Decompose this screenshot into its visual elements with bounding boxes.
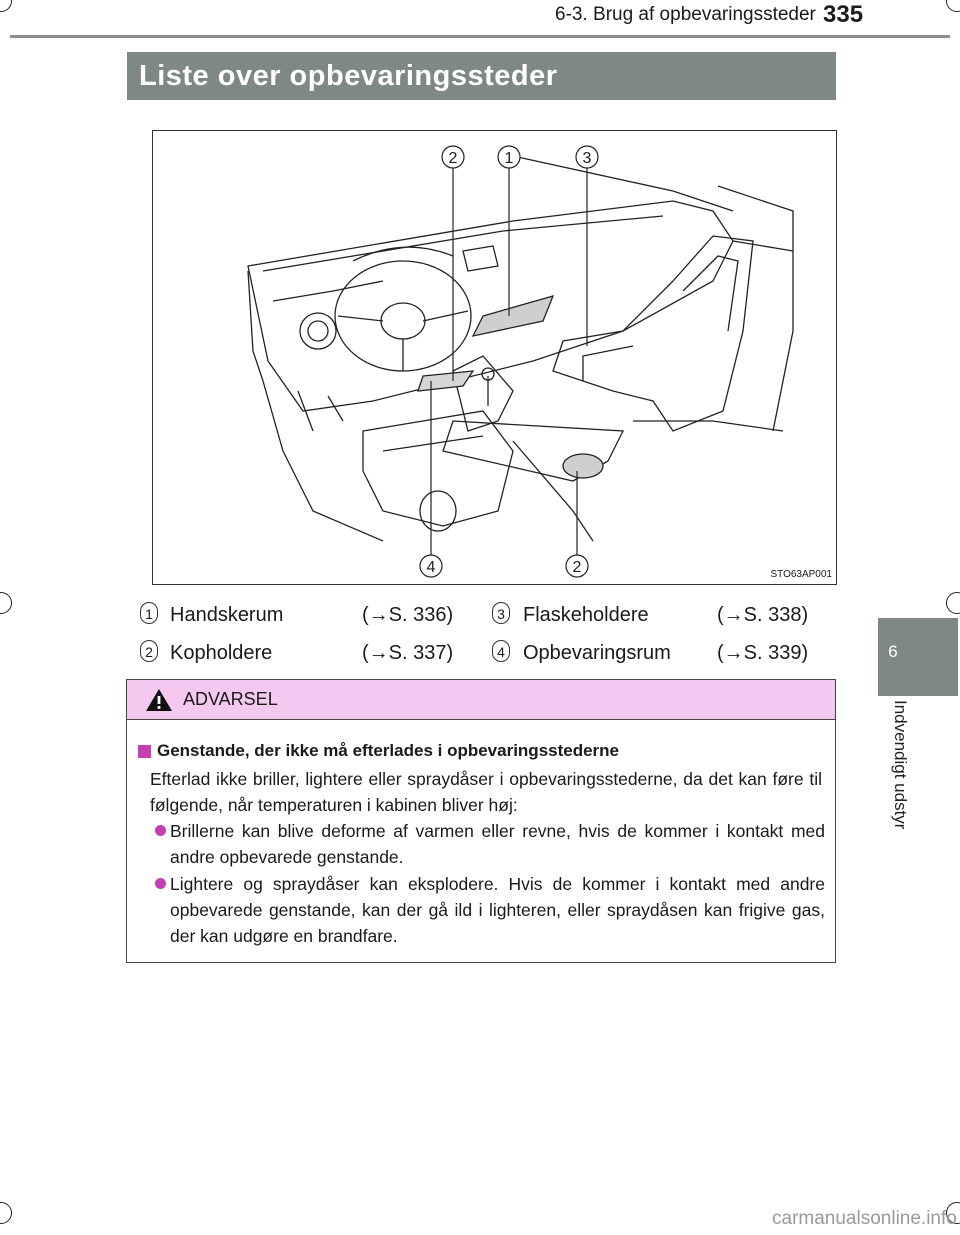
legend-number: 1	[140, 602, 158, 624]
callout-label: 4	[426, 559, 436, 576]
warning-header	[127, 680, 835, 720]
interior-line-drawing	[153, 131, 838, 586]
legend-reference-link[interactable]: (→S. 337)	[362, 642, 454, 664]
callout-label: 2	[572, 559, 582, 576]
bullet-dot-icon	[155, 878, 166, 889]
crop-mark	[0, 1202, 12, 1224]
legend-ref: S. 336	[388, 604, 447, 626]
page-title: Liste over opbevaringssteder	[127, 52, 836, 100]
crop-mark	[946, 592, 960, 614]
section-title: 6-3. Brug af opbevaringssteder	[555, 4, 816, 25]
legend-label: Flaskeholdere	[523, 604, 649, 626]
warning-label: ADVARSEL	[183, 689, 278, 709]
crop-mark	[0, 592, 12, 614]
warning-intro: Efterlad ikke briller, lightere eller spraydåser i opbevaringsstederne, da det kan føre til følgende, når temperaturen i kabinen bliver høj:	[150, 769, 822, 815]
header-divider	[10, 35, 950, 38]
page-header	[0, 0, 960, 40]
warning-bullet: Brillerne kan blive deforme af varmen eller revne, hvis de kommer i kontakt med andre opbevarede genstande.	[170, 821, 825, 867]
legend-reference-link[interactable]: (→S. 336)	[362, 604, 454, 626]
chapter-number: 6	[888, 642, 898, 661]
legend-ref: S. 338	[743, 604, 802, 626]
watermark: carmanualsonline.info	[772, 1208, 957, 1229]
legend-label: Handskerum	[170, 604, 284, 626]
legend-number: 4	[492, 640, 510, 662]
legend-reference-link[interactable]: (→S. 338)	[717, 604, 809, 626]
bullet-dot-icon	[155, 825, 166, 836]
callout-label: 2	[448, 150, 458, 167]
legend-number: 2	[140, 640, 158, 662]
legend-number: 3	[492, 602, 510, 624]
figure-code: STO63AP001	[770, 569, 832, 580]
warning-icon	[145, 688, 173, 712]
car-interior-illustration	[152, 130, 837, 585]
legend-reference-link[interactable]: (→S. 339)	[717, 642, 809, 664]
section-marker-icon	[138, 745, 151, 758]
callout-label: 1	[504, 150, 514, 167]
legend-label: Opbevaringsrum	[523, 642, 671, 664]
legend-ref: S. 337	[388, 642, 447, 664]
warning-bullet: Lightere og spraydåser kan eksplodere. Hvis de kommer i kontakt med andre opbevarede genstande, kan der gå ild i lighteren, eller spraydåsen kan frigive gas, der kan udgøre en brandfare.	[170, 874, 825, 946]
warning-heading: Genstande, der ikke må efterlades i opbevaringsstederne	[157, 741, 620, 760]
legend-ref: S. 339	[743, 642, 802, 664]
page-number: 335	[823, 1, 864, 28]
callout-label: 3	[582, 150, 592, 167]
chapter-label: Indvendigt udstyr	[891, 700, 910, 830]
warning-box	[126, 679, 836, 963]
legend-label: Kopholdere	[170, 642, 273, 664]
